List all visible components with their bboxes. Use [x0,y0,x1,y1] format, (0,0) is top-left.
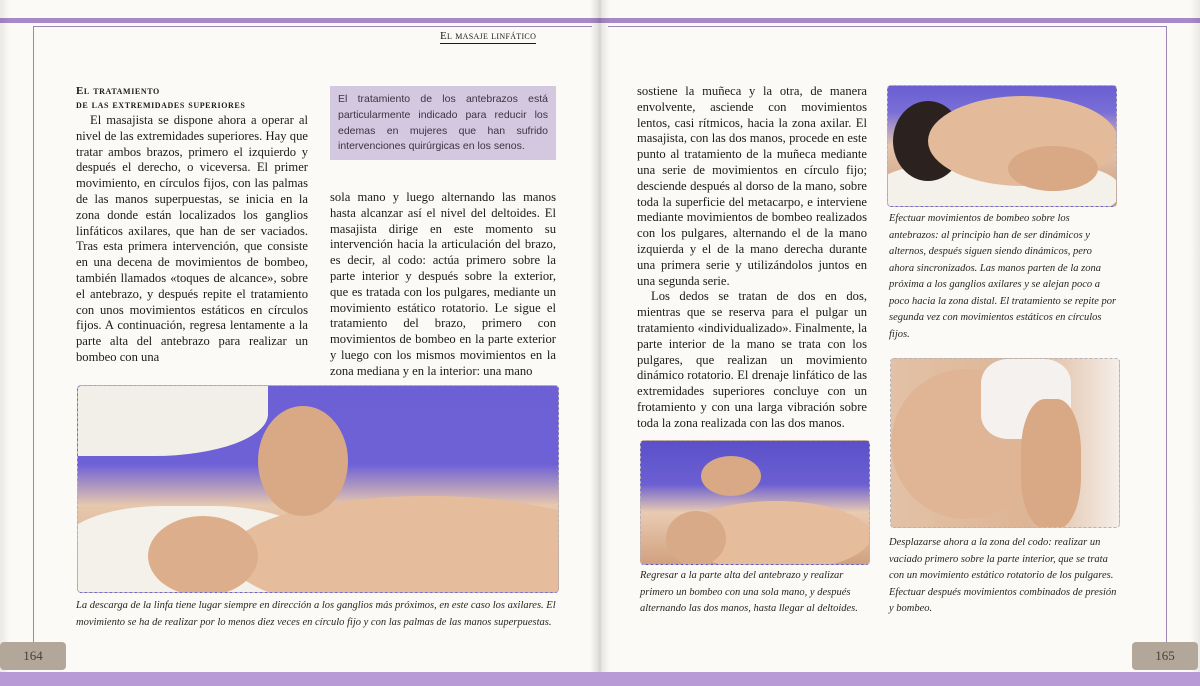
highlight-box: El tratamiento de los antebrazos está particularmente indicado para reducir los edemas en mujeres que han sufrido intervenciones quirúrgicas en los senos. [330,86,556,160]
body-paragraph-continued: sostiene la muñeca y la otra, de manera envolvente, asciende con movimientos lentos, casi rítmicos, hacia la zona axilar. El masajista, con las dos manos, procede en este punto al tratamiento de la muñeca mediante una serie de movimientos en círculo fijo; desciende después al dorso de la mano, sobre toda la superficie del metacarpo, e interviene mediante movimientos de bombeo realizados con los pulgares, alternando el de la mano izquierda y el de la mano derecha durante una primera serie y utilizándolos juntos en una segunda serie. [637,84,867,288]
left-column-1 [76,84,308,366]
body-paragraph: Los dedos se tratan de dos en dos, mientras que se reserva para el pulgar un tratamiento «individualizado». Finalmente, la parte interior de la mano se trata con los pulgares, que realizan un movimiento dinámico rotatorio. El drenaje linfático de las extremidades superiores concluye con un frotamiento y con una larga vibración sobre toda la zona realizada con las dos manos. [637,289,867,430]
section-heading-line-2: de las extremidades superiores [76,99,246,111]
bottom-purple-band [0,672,1200,686]
caption-small-photo: Regresar a la parte alta del antebrazo y realizar primero un bombeo con una sola mano, y después alternando las dos manos, hasta llegar al deltoides. [640,570,858,614]
photo-therapist-hands [1008,146,1098,191]
photo-therapist-hands [701,456,761,496]
left-page-edge [0,0,10,686]
photo-arm [1021,399,1081,528]
photo-head [148,516,258,593]
section-heading-line-1: El tratamiento [76,85,160,97]
right-column [637,84,867,432]
photo-forearm-pumping [640,440,870,565]
running-head: El masaje linfático [440,30,537,42]
body-paragraph: El masajista se dispone ahora a operar al nivel de las extremidades superiores. Hay que tratar ambos brazos, primero el izquierdo y después el derecho, o viceversa. El primer movimiento, en círculos fijos, con las palmas de las manos superpuestas, se inicia en la zona donde están localizados los ganglios linfáticos axilares, que han de ser vaciados. Tras esta primera intervención, que consiste en una decena de movimientos de bombeo, también llamados «toques de alcance», sobre el antebrazo, y después repite el tratamiento con unos movimientos estáticos en círculos fijos. A continuación, regresa lentamente a la parte alta del antebrazo para realizar un bombeo con una [76,113,308,364]
photo-body [228,496,559,593]
photo-forearm-bombeo [887,85,1117,207]
photo-axillary-massage [77,385,559,593]
page-number-right: 165 [1132,642,1198,670]
caption-top-right-photo: Efectuar movimientos de bombeo sobre los antebrazos: al principio han de ser dinámicos y alternos, después siguen siendo dinámicos, pero ahora sincronizados. Las manos parten de la zona próxima a los ganglios axilares y se alejan poco a poco hacia la zona distal. El tratamiento se repite por segunda vez con movimientos estáticos en círculos fijos. [889,213,1117,340]
right-page-edge [1190,0,1200,686]
caption-main-photo: La descarga de la linfa tiene lugar siempre en dirección a los ganglios más próximos, en este caso los axilares. El movimiento se ha de realizar por lo menos diez veces en círculo fijo y con las palmas de las manos superpuestas. [76,600,556,628]
photo-elbow-treatment [890,358,1120,528]
photo-therapist-hands [258,406,348,516]
caption-bottom-right-photo: Desplazarse ahora a la zona del codo: realizar un vaciado primero sobre la parte interior, que se trata con un movimiento estático rotatorio de los pulgares. Efectuar después movimientos combinados de presión y bombeo. [889,537,1117,614]
page-number-left: 164 [0,642,66,670]
left-column-2 [330,190,556,380]
section-heading [76,84,308,112]
book-gutter [590,0,610,686]
photo-head [666,511,726,565]
photo-therapist-sleeve [78,386,268,456]
body-paragraph-continued: sola mano y luego alternando las manos hasta alcanzar así el nivel del deltoides. El masajista dirige en este momento su intervención hacia la articulación del brazo, es decir, al codo: actúa primero sobre la parte interior y después sobre la exterior, que es tratada con los pulgares, mediante un movimiento estático rotatorio. Le sigue el tratamiento del brazo, primero con movimientos de bombeo en la parte exterior y luego con los mismos movimientos en la zona mediana y en la interior: una mano [330,190,556,378]
